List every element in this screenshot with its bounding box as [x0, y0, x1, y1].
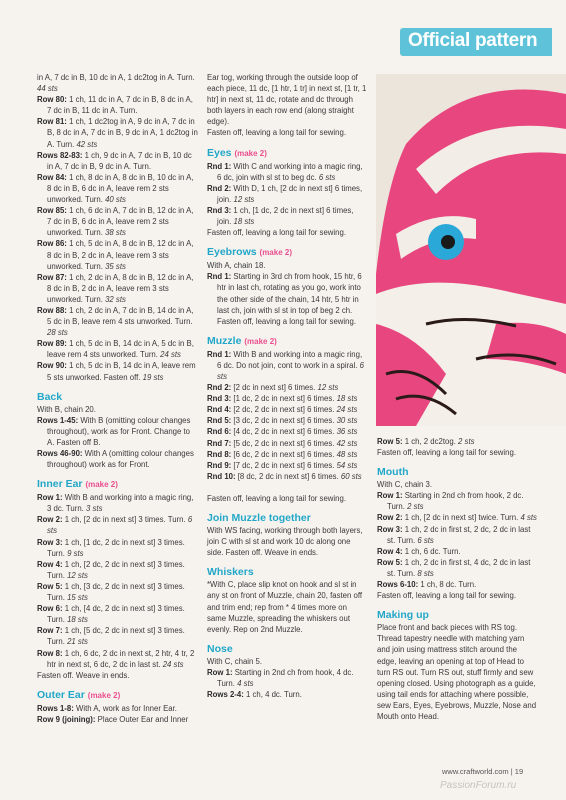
row-text: 1 ch, 4 dc. Turn. [243, 690, 302, 700]
pattern-line [377, 479, 537, 490]
row-label: Rows 82-83: [37, 150, 83, 160]
row-text: 1 ch, [4 dc, 2 dc in next st] 3 times. Turn. [47, 604, 185, 625]
section-heading-text: Join Muzzle together [207, 512, 311, 525]
row-text: With B, chain 20. [37, 404, 96, 414]
row-text: 1 ch, 2 dc in first st, 4 dc, 2 dc in last st. Turn. [387, 557, 531, 578]
pattern-line [37, 338, 199, 360]
row-text: With D, 1 ch, [2 dc in next st] 6 times, join. [217, 183, 363, 204]
pattern-line [37, 404, 199, 415]
row-text: [4 dc, 2 dc in next st] 6 times. [231, 427, 337, 437]
pattern-line [377, 622, 537, 722]
make-count: (make 2) [244, 336, 277, 346]
pattern-line [207, 579, 367, 634]
product-photo [376, 74, 566, 426]
stitch-count: 44 sts [37, 84, 58, 94]
section-heading-text: Muzzle [207, 334, 242, 347]
stitch-count: 42 sts [76, 139, 98, 149]
pattern-line [207, 415, 367, 426]
pattern-line [207, 349, 367, 382]
pattern-line [207, 161, 367, 183]
section-banner [400, 28, 552, 56]
pattern-line [37, 150, 199, 172]
stitch-count: 12 sts [317, 383, 339, 393]
row-label: Row 84: [37, 172, 67, 182]
row-label: Row 80: [37, 95, 67, 105]
row-label: Rnd 4: [207, 405, 232, 415]
pattern-line [37, 703, 199, 714]
row-text: With B and working into a magic ring, 3 dc. Turn. [47, 493, 194, 514]
row-label: Rows 46-90: [37, 449, 83, 458]
row-text: With B (omitting colour changes throughout), work as for Front. Change to A. Fasten off B. [47, 415, 191, 447]
row-text: 1 ch, [2 dc, 2 dc in next st] 3 times. Turn. [47, 559, 185, 580]
row-label: Rnd 6: [207, 427, 232, 437]
pattern-line [207, 656, 367, 667]
row-label: Row 1: [377, 491, 403, 501]
pattern-line [37, 205, 199, 238]
spacer [207, 482, 367, 493]
stitch-count: 18 sts [67, 615, 88, 625]
row-text: [6 dc, 2 dc in next st] 6 times. [231, 449, 337, 459]
pattern-column-1 [37, 72, 199, 725]
pattern-line [37, 360, 199, 382]
stitch-count: 48 sts [336, 449, 358, 459]
pattern-line [207, 667, 367, 689]
row-label: Rnd 3: [207, 205, 232, 215]
stitch-count: 24 sts [160, 350, 181, 360]
pattern-line [207, 493, 367, 504]
row-label: Rnd 3: [207, 394, 232, 404]
stitch-count: 32 sts [105, 294, 126, 304]
pattern-line [37, 559, 199, 581]
row-text: 1 ch, 2 dc in A, 7 dc in B, 14 dc in A, 5 dc in B, leave rem 4 sts unworked. Turn. [47, 305, 194, 327]
pattern-line [207, 689, 367, 700]
row-text: 1 ch, 6 dc in A, 7 dc in B, 12 dc in A, 7 dc in B, 6 dc in A, leave rem 2 sts unworked. Turn. [47, 206, 194, 238]
pattern-line [207, 227, 367, 238]
section-heading-text: Nose [207, 642, 233, 655]
row-text: [8 dc, 2 dc in next st] 6 times. [235, 471, 341, 481]
row-text: 1 ch, 2 dc in A, 8 dc in B, 12 dc in A, 8 dc in B, 2 dc in A, leave rem 3 sts unworked. Turn. [47, 272, 194, 304]
row-label: Row 1: [37, 493, 63, 503]
stitch-count: 18 sts [336, 394, 358, 404]
row-text: Fasten off. Weave in ends. [37, 670, 130, 680]
row-label: Row 9 (joining): [37, 714, 96, 724]
stitch-count: 12 sts [67, 570, 88, 580]
row-label: Row 81: [37, 117, 67, 127]
row-text: 1 ch, 6 dc. Turn. [402, 546, 461, 556]
section-heading-text: Outer Ear [37, 688, 85, 701]
row-label: Row 88: [37, 305, 67, 315]
section-heading [37, 390, 199, 404]
row-label: Row 1: [207, 667, 233, 677]
row-text: [1 dc, 2 dc in next st] 6 times. [231, 394, 337, 404]
row-text: 1 ch, [1 dc, 2 dc in next st] 6 times, join. [217, 205, 354, 227]
stitch-count: 21 sts [67, 637, 88, 647]
pattern-line [377, 579, 537, 590]
make-count: (make 2) [87, 690, 121, 700]
make-count: (make 2) [234, 148, 267, 158]
row-label: Row 89: [37, 339, 67, 349]
pattern-line [37, 514, 199, 536]
stitch-count: 36 sts [336, 427, 358, 437]
pattern-line [207, 205, 367, 227]
stitch-count: 54 sts [336, 460, 358, 470]
row-text: *With C, place slip knot on hook and sl st in any st on front of Muzzle, chain 20, fasten off and trim end; rep from * 4 times more on same Muzzle, spreading the whiskers out evenly. Rep on 2nd Muzzle. [207, 580, 363, 634]
stitch-count: 6 sts [417, 535, 434, 545]
pattern-line [207, 426, 367, 437]
row-label: Row 2: [377, 513, 403, 523]
row-label: Row 2: [37, 515, 63, 525]
row-text: 1 ch, [5 dc, 2 dc in next st] 3 times. Turn. [47, 626, 185, 647]
row-text: [5 dc, 2 dc in next st] 6 times. [231, 438, 337, 448]
pattern-line [207, 72, 367, 127]
stitch-count: 3 sts [86, 504, 103, 514]
pattern-column-2 [207, 72, 367, 700]
section-heading-text: Mouth [377, 466, 409, 479]
pattern-line [207, 183, 367, 205]
row-text: 1 ch, 9 dc in A, 7 dc in B, 10 dc in A, 7 dc in B, 9 dc in A. Turn. [47, 150, 192, 171]
section-heading-text: Back [37, 390, 63, 403]
pattern-line [207, 438, 367, 449]
row-text: 1 ch, [2 dc in next st] 3 times. Turn. [62, 515, 188, 525]
row-label: Rnd 1: [207, 161, 232, 171]
section-heading [377, 608, 537, 622]
row-text: With A, work as for Inner Ear. [73, 703, 177, 713]
pattern-line [37, 305, 199, 338]
pattern-line [207, 393, 367, 404]
row-text: 1 ch, 1 dc2tog in A, 9 dc in A, 7 dc in B, 8 dc in A, 7 dc in B, 9 dc in A, 1 dc2tog in A. Turn. [47, 117, 198, 149]
stitch-count: 42 sts [336, 438, 358, 448]
pattern-line [207, 404, 367, 415]
stitch-count: 24 sts [336, 405, 358, 415]
row-label: Rnd 8: [207, 449, 232, 459]
pattern-line [37, 670, 199, 681]
row-label: Row 3: [377, 524, 403, 534]
row-text: 1 ch, 5 dc in B, 14 dc in A, 5 dc in B, leave rem 4 sts unworked. Turn. [47, 339, 194, 360]
row-text: 1 ch, 5 dc in A, 8 dc in B, 12 dc in A, 8 dc in B, 2 dc in A, leave rem 3 sts unworked. Turn. [47, 239, 194, 271]
pattern-line [377, 512, 537, 523]
pattern-line [377, 557, 537, 579]
row-text: 1 ch, 2 dc2tog. [402, 437, 459, 446]
row-label: Rnd 2: [207, 383, 232, 393]
pattern-line [377, 490, 537, 512]
stitch-count: 24 sts [162, 659, 184, 669]
section-heading-text: Inner Ear [37, 478, 83, 491]
section-heading [207, 146, 367, 161]
pattern-line [37, 172, 199, 205]
pattern-line [377, 546, 537, 557]
row-label: Rnd 5: [207, 416, 232, 426]
section-heading [207, 565, 367, 579]
stitch-count: 6 sts [47, 515, 193, 536]
row-label: Rnd 1: [207, 272, 232, 282]
row-text: [2 dc, 2 dc in next st] 6 times. [231, 405, 337, 415]
row-text: [2 dc in next st] 6 times. [231, 383, 318, 393]
row-text: Fasten off, leaving a long tail for sewing. [377, 448, 516, 458]
row-label: Row 6: [37, 604, 63, 614]
make-count: (make 2) [85, 480, 118, 490]
row-label: Row 8: [37, 648, 63, 658]
section-heading-text: Eyes [207, 146, 232, 159]
row-label: Row 5: [37, 581, 63, 591]
make-count: (make 2) [259, 248, 292, 258]
pattern-line [37, 238, 199, 271]
stitch-count: 18 sts [233, 217, 255, 227]
row-label: Row 4: [37, 559, 63, 569]
stitch-count: 12 sts [233, 194, 255, 204]
stitch-count: 40 sts [105, 195, 126, 205]
row-text: 1 ch, [2 dc in next st] twice. Turn. [402, 513, 521, 523]
section-heading [207, 245, 367, 260]
stitch-count: 15 sts [67, 593, 88, 603]
row-label: Row 4: [377, 546, 403, 556]
row-label: Rows 2-4: [207, 690, 244, 700]
pattern-line [37, 648, 199, 670]
pattern-line [377, 447, 537, 458]
row-text: With B and working into a magic ring, 6 dc. Do not join, cont to work in a spiral. [217, 349, 363, 370]
row-text: 1 ch, 8 dc. Turn. [418, 580, 477, 590]
row-label: Row 85: [37, 206, 67, 216]
row-text: Place Outer Ear and Inner [95, 714, 189, 724]
row-text: Fasten off, leaving a long tail for sewing. [377, 591, 516, 601]
pattern-line [37, 537, 199, 559]
row-text: Ear tog, working through the outside loop of each piece, 11 dc, [1 htr, 1 tr] in next st, [1 tr, 1 htr] in next st, 11 dc, rotate and dc through both layers in each row end (along straight edge). [207, 73, 367, 127]
row-text: 1 ch, 2 dc in first st, 2 dc, 2 dc in last st. Turn. [387, 524, 531, 545]
row-label: Rnd 1: [207, 349, 232, 359]
row-text: Starting in 2nd ch from hook, 2 dc. Turn. [387, 491, 524, 512]
stitch-count: 19 sts [142, 372, 164, 382]
row-text: With C, chain 3. [377, 480, 433, 490]
section-heading-text: Whiskers [207, 566, 254, 579]
row-text: Place front and back pieces with RS tog. Thread tapestry needle with matching yarn and join using mattress stitch around the edge, leaving an opening at top of Head to turn RS out. Turn RS out, stuff firmly and sew opening closed. Using photograph as a guide, using tail ends for attaching where possible, sew Ears, Eyes, Eyebrows, Muzzle, Nose and Mouth onto Head. [377, 623, 537, 721]
pattern-line [207, 382, 367, 393]
row-text: Fasten off, leaving a long tail for sewing. [207, 228, 346, 238]
stitch-count: 8 sts [417, 568, 434, 578]
stitch-count: 30 sts [336, 416, 358, 426]
stitch-count: 6 sts [318, 172, 336, 182]
row-text: in A, 7 dc in B, 10 dc in A, 1 dc2tog in A. Turn. [37, 73, 195, 82]
row-text: 1 ch, [3 dc, 2 dc in next st] 3 times. Turn. [47, 581, 185, 603]
pattern-line [377, 524, 537, 546]
row-text: [3 dc, 2 dc in next st] 6 times. [231, 416, 337, 426]
pattern-line [37, 272, 199, 305]
section-heading [37, 688, 199, 703]
row-text: With WS facing, working through both layers, join C with sl st and work 10 dc along one side. Fasten off. Weave in ends. [207, 526, 363, 558]
pattern-line [377, 436, 537, 447]
row-label: Rnd 9: [207, 460, 232, 470]
row-label: Row 86: [37, 239, 67, 249]
section-heading [377, 465, 537, 479]
pattern-column-3 [377, 436, 537, 722]
row-text: 1 ch, 6 dc, 2 dc in next st, 2 htr, 4 tr, 2 htr in next st, 6 dc, 2 dc in last st. [47, 648, 195, 669]
row-text: Fasten off, leaving a long tail for sewing. [207, 128, 346, 138]
pattern-line [207, 271, 367, 326]
pattern-line [37, 714, 199, 725]
stitch-count: 2 sts [407, 502, 424, 512]
section-heading [207, 334, 367, 349]
stitch-count: 2 sts [458, 437, 475, 446]
pattern-line [207, 460, 367, 471]
row-label: Row 87: [37, 272, 67, 282]
section-heading [37, 477, 199, 492]
stitch-count: 35 sts [105, 261, 126, 271]
pattern-line [207, 471, 367, 482]
row-text: Starting in 2nd ch from hook, 4 dc. Turn. [217, 667, 354, 689]
row-label: Rnd 7: [207, 438, 232, 448]
row-text: 1 ch, [1 dc, 2 dc in next st] 3 times. Turn. [47, 537, 185, 558]
row-label: Rows 1-8: [37, 703, 74, 713]
pattern-line [377, 590, 537, 601]
pattern-line [207, 525, 367, 558]
pattern-line [207, 127, 367, 138]
row-label: Rnd 2: [207, 183, 232, 193]
pattern-line [37, 116, 199, 149]
row-text: With C, chain 5. [207, 656, 263, 666]
section-heading [207, 642, 367, 656]
row-label: Rnd 10: [207, 471, 236, 481]
row-label: Rows 6-10: [377, 580, 419, 590]
row-label: Row 5: [377, 557, 403, 567]
pattern-line [207, 260, 367, 271]
section-heading [207, 511, 367, 525]
section-heading-text: Eyebrows [207, 246, 257, 259]
page-footer: www.craftworld.com | 19 [442, 767, 524, 776]
row-text: 1 ch, 8 dc in A, 8 dc in B, 10 dc in A, 8 dc in B, 6 dc in A, leave rem 2 sts unworked. Turn. [47, 172, 194, 205]
row-label: Row 7: [37, 626, 63, 636]
stitch-count: 38 sts [105, 228, 126, 238]
stitch-count: 9 sts [67, 548, 84, 558]
pattern-line [37, 448, 199, 470]
stitch-count: 6 sts [217, 360, 364, 381]
row-text: Starting in 3rd ch from hook, 15 htr, 6 htr in last ch, rotating as you go, work into the other side of the chain, 14 htr, 5 htr in last ch, join with sl st in top of beg 2 ch. Fasten off, leaving a long tail for sewing. [217, 272, 362, 326]
row-text: 1 ch, 11 dc in A, 7 dc in B, 8 dc in A, 7 dc in B, 11 dc in A. Turn. [47, 95, 193, 116]
row-text: With C and working into a magic ring, 6 dc, join with sl st to beg dc. [217, 161, 363, 182]
pattern-line [207, 449, 367, 460]
row-label: Row 3: [37, 537, 63, 547]
stitch-count: 60 sts [340, 471, 362, 481]
row-label: Rows 1-45: [37, 415, 79, 425]
row-text: 1 ch, 5 dc in B, 14 dc in A, leave rem 5 sts unworked. Fasten off. [47, 361, 196, 382]
stitch-count: 4 sts [520, 513, 537, 523]
watermark-text: PassionForum.ru [440, 780, 517, 791]
pattern-line [37, 415, 199, 448]
row-label: Row 5: [377, 437, 403, 446]
section-heading-text: Making up [377, 609, 429, 622]
pattern-line [37, 492, 199, 514]
stitch-count: 28 sts [47, 328, 68, 338]
stitch-count: 4 sts [237, 679, 254, 689]
pattern-line [37, 72, 199, 94]
banner-title: Official pattern [408, 30, 538, 51]
pattern-line [37, 625, 199, 647]
row-text: Fasten off, leaving a long tail for sewing. [207, 494, 346, 503]
crochet-cat-illustration [376, 74, 566, 426]
pattern-line [37, 581, 199, 603]
pattern-line [37, 94, 199, 116]
pattern-line [37, 603, 199, 625]
row-label: Row 90: [37, 361, 67, 371]
row-text: [7 dc, 2 dc in next st] 6 times. [231, 460, 337, 470]
row-text: With A, chain 18. [207, 261, 266, 271]
row-text: With A (omitting colour changes throughout) work as for Front. [47, 449, 194, 470]
